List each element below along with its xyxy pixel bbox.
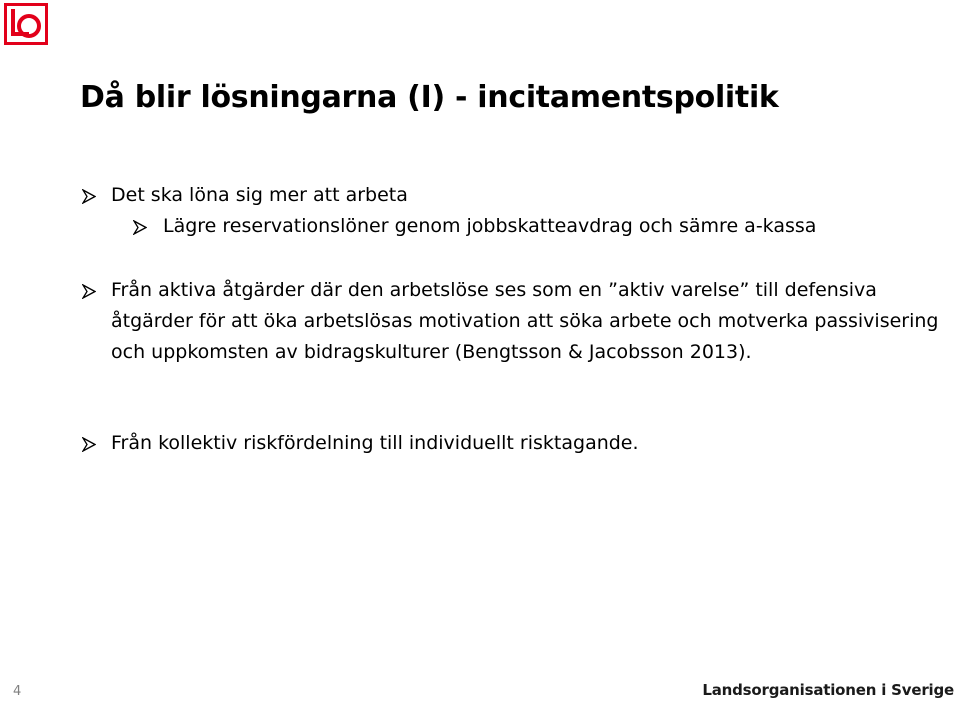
arrowhead-bullet-icon [133,220,147,235]
sub-bullet-text: Lägre reservationslöner genom jobbskatteavdrag och sämre a-kassa [163,215,817,237]
arrowhead-bullet-icon [82,189,96,204]
lo-logo-icon [4,3,48,45]
arrowhead-bullet-icon [82,437,96,452]
organization-name: Landsorganisationen i Sverige [702,681,954,699]
arrowhead-bullet-icon [82,284,96,299]
bullet-text: Från aktiva åtgärder där den arbetslöse ses som en ”aktiv varelse” till defensiva åtgärder för att öka arbetslösas motivation att söka arbete och motverka passivisering och uppkomsten av bidragskulturer (Bengtsson & Jacobsson 2013). [111,279,939,363]
slide-title: Då blir lösningarna (I) - incitamentspolitik [80,80,779,115]
page-number: 4 [13,684,22,699]
bullet-text: Från kollektiv riskfördelning till individuellt risktagande. [111,432,639,454]
bullet-text: Det ska löna sig mer att arbeta [111,184,408,206]
